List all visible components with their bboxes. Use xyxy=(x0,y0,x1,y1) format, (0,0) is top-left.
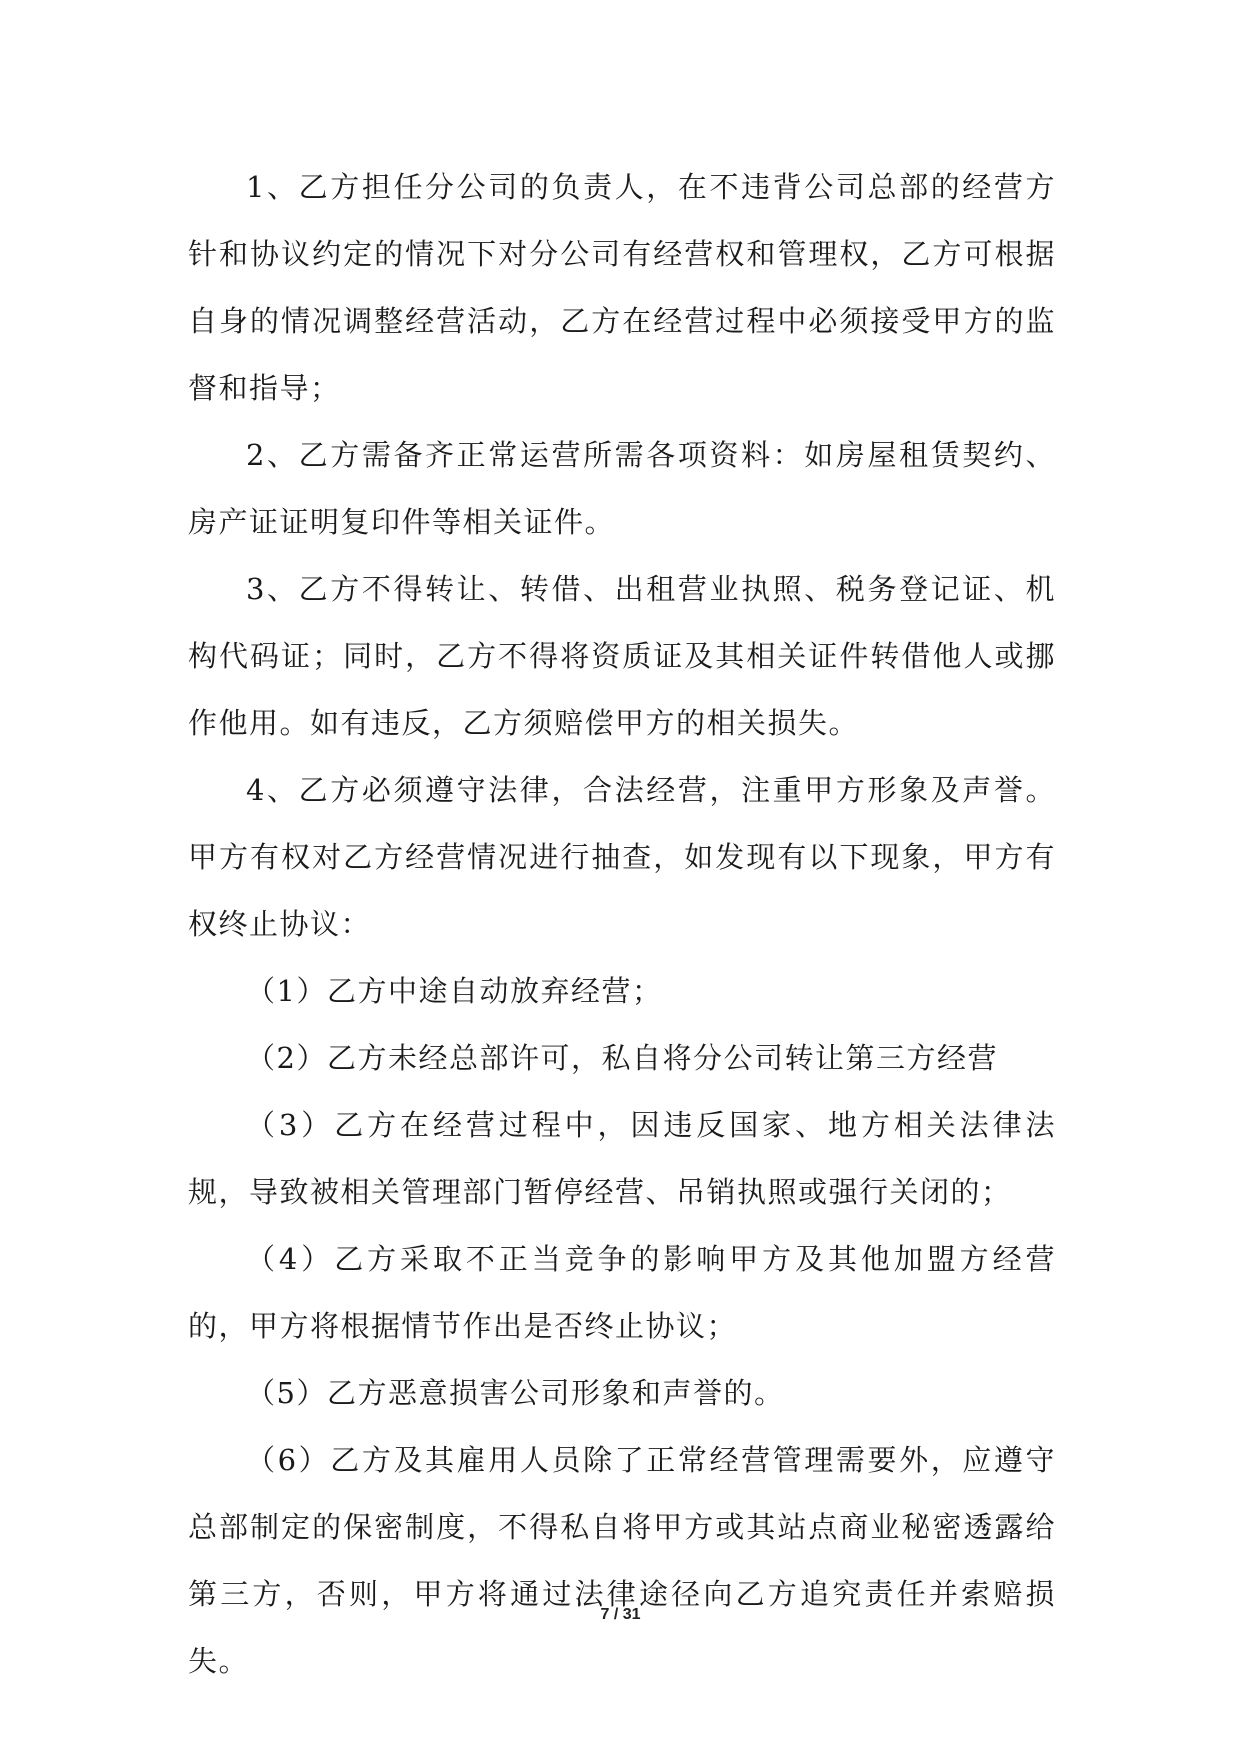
paragraph-1: 1、乙方担任分公司的负责人，在不违背公司总部的经营方针和协议约定的情况下对分公司有经营权和管理权，乙方可根据自身的情况调整经营活动，乙方在经营过程中必须接受甲方的监督和指导； xyxy=(188,170,1056,405)
list-item-4: （4）乙方采取不正当竞争的影响甲方及其他加盟方经营的，甲方将根据情节作出是否终止协议； xyxy=(188,1242,1056,1343)
paragraph-3: 3、乙方不得转让、转借、出租营业执照、税务登记证、机构代码证；同时，乙方不得将资质证及其相关证件转借他人或挪作他用。如有违反，乙方须赔偿甲方的相关损失。 xyxy=(188,572,1056,740)
page-number: 7 / 31 xyxy=(600,1606,641,1623)
paragraph-2: 2、乙方需备齐正常运营所需各项资料：如房屋租赁契约、房产证证明复印件等相关证件。 xyxy=(188,438,1056,539)
list-item-5: （5）乙方恶意损害公司形象和声誉的。 xyxy=(246,1376,785,1410)
list-item-1: （1）乙方中途自动放弃经营； xyxy=(246,974,663,1008)
list-item-2: （2）乙方未经总部许可，私自将分公司转让第三方经营 xyxy=(246,1041,998,1075)
document-body xyxy=(188,154,1056,1695)
list-item-3: （3）乙方在经营过程中，因违反国家、地方相关法律法规，导致被相关管理部门暂停经营、吊销执照或强行关闭的； xyxy=(188,1108,1056,1209)
list-item-6: （6）乙方及其雇用人员除了正常经营管理需要外，应遵守总部制定的保密制度，不得私自将甲方或其站点商业秘密透露给第三方，否则，甲方将通过法律途径向乙方追究责任并索赔损失。 xyxy=(188,1443,1056,1678)
paragraph-4: 4、乙方必须遵守法律，合法经营，注重甲方形象及声誉。甲方有权对乙方经营情况进行抽查，如发现有以下现象，甲方有权终止协议： xyxy=(188,773,1056,941)
